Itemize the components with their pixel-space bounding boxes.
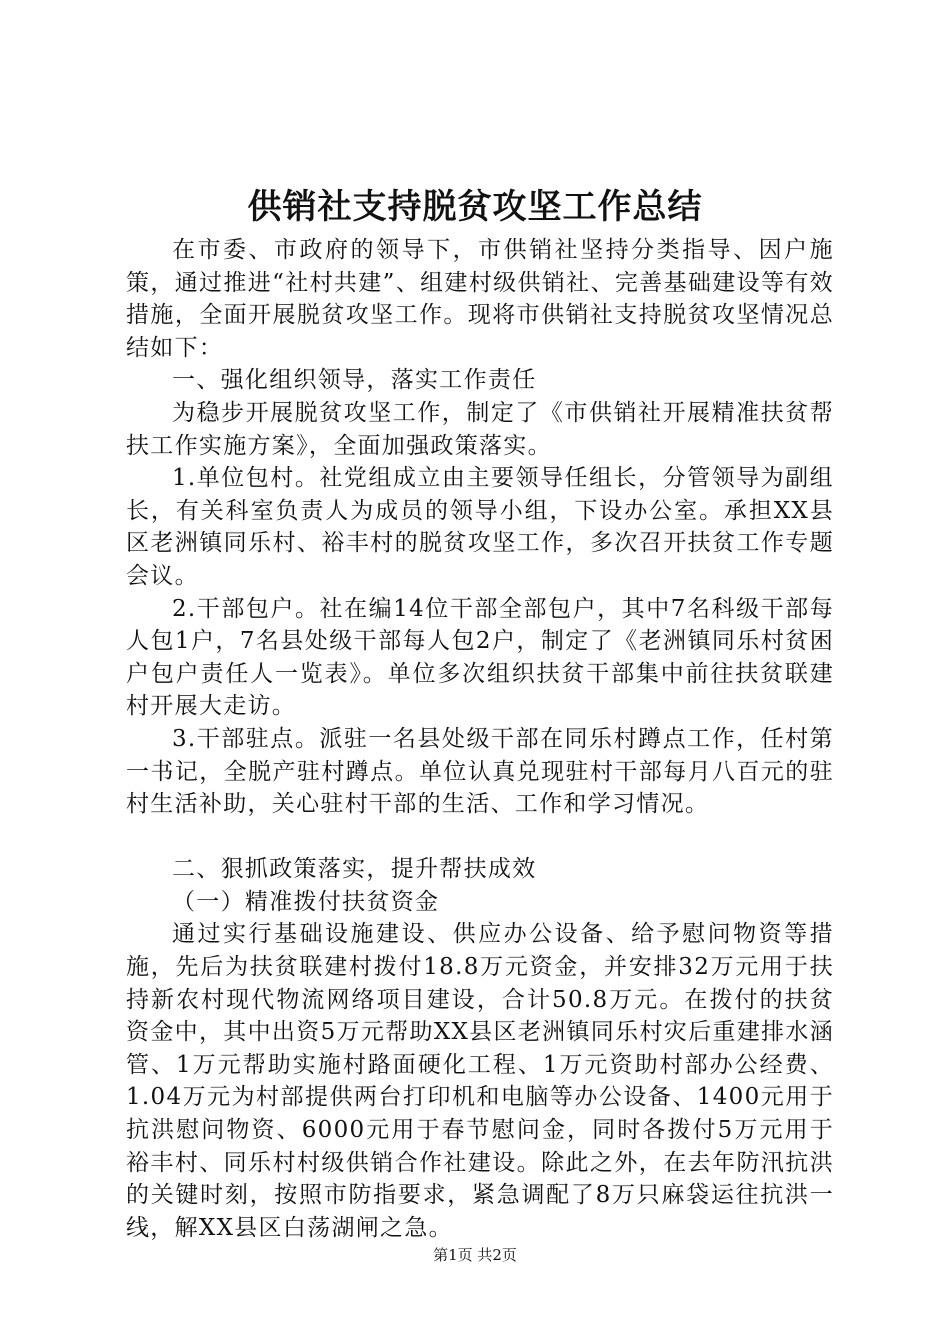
blank-line [126,821,834,854]
subsection-heading: （一）精准拨付扶贫资金 [172,888,440,915]
paragraph: 为稳步开展脱贫攻坚工作，制定了《市供销社开展精准扶贫帮扶工作实施方案》，全面加强政策落实。 [126,399,834,459]
paragraph: 3.干部驻点。派驻一名县处级干部在同乐村蹲点工作，任村第一书记，全脱产驻村蹲点。单位认真兑现驻村干部每月八百元的驻村生活补助，关心驻村干部的生活、工作和学习情况。 [126,725,834,818]
paragraph: 2.干部包户。社在编14位干部全部包户，其中7名科级干部每人包1户，7名县处级干部每人包2户，制定了《老洲镇同乐村贫困户包户责任人一览表》。单位多次组织扶贫干部集中前往扶贫联建村开展大走访。 [126,595,834,720]
paragraph: 通过实行基础设施建设、供应办公设备、给予慰问物资等措施，先后为扶贫联建村拨付18.8万元资金，并安排32万元用于扶持新农村现代物流网络项目建设，合计50.8万元。在拨付的扶贫资金中，其中出资5万元帮助XX县区老洲镇同乐村灾后重建排水涵管、1万元帮助实施村路面硬化工程、1万元资助村部办公经费、1.04万元为村部提供两台打印机和电脑等办公设备、1400元用于抗洪慰问物资、6000元用于春节慰问金，同时各拨付5万元用于裕丰村、同乐村村级供销合作社建设。除此之外，在去年防汛抗洪的关键时刻，按照市防指要求，紧急调配了8万只麻袋运往抗洪一线，解XX县区白荡湖闸之急。 [126,921,834,1241]
document-title: 供销社支持脱贫攻坚工作总结 [247,187,703,227]
paragraph: 1.单位包村。社党组成立由主要领导任组长，分管领导为副组长，有关科室负责人为成员的领导小组，下设办公室。承担XX县区老洲镇同乐村、裕丰村的脱贫攻坚工作，多次召开扶贫工作专题会议。 [126,465,834,589]
page-footer: 第1页 共2页 [433,1246,517,1264]
section-heading-1: 一、强化组织领导，落实工作责任 [172,367,537,394]
document-body [126,234,834,1244]
section-heading-2: 二、狠抓政策落实，提升帮扶成效 [172,856,537,883]
intro-paragraph: 在市委、市政府的领导下，市供销社坚持分类指导、因户施策，通过推进“社村共建”、组建村级供销社、完善基础建设等有效措施，全面开展脱贫攻坚工作。现将市供销社支持脱贫攻坚情况总结如下： [126,237,834,361]
